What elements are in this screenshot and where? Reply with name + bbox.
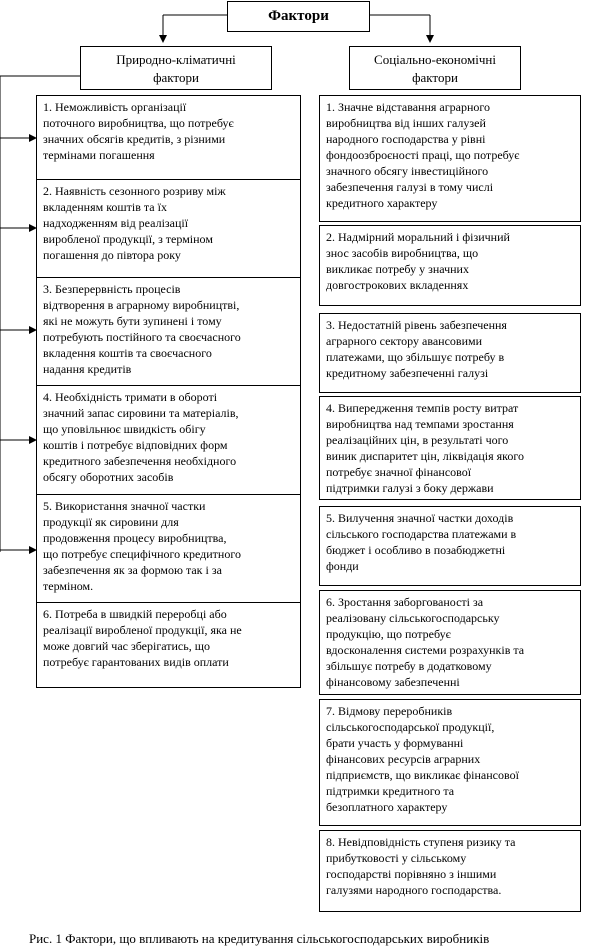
factor-line: платежами, що збільшує потребу в [326,350,505,364]
factor-line: забезпечення як за формою так і за [43,563,222,577]
factor-line: реалізовану сільськогосподарську [326,611,500,625]
factor-line: брати участь у формуванні [326,736,464,750]
factor-line: терміном. [43,579,94,593]
factor-line: 8. Невідповідність ступеня ризику та [326,835,516,849]
factor-line: 3. Недостатній рівень забезпечення [326,318,507,332]
natural-factor-4 [36,385,301,495]
socio-economic-factor-5 [319,506,581,586]
factor-line: викликає потребу у значних [326,262,469,276]
socio-economic-factor-3 [319,313,581,393]
factor-line: продукції як сировини для [43,515,179,529]
socio-economic-factor-7 [319,699,581,826]
factor-line: вкладенням коштів та їх [43,200,167,214]
factor-line: галузями народного господарства. [326,883,502,897]
factor-line: 1. Значне відставання аграрного [326,100,491,114]
factor-line: 6. Зростання заборгованості за [326,595,484,609]
factor-line: 2. Надмірний моральний і фізичний [326,230,510,244]
factor-line: які не можуть бути зупинені і тому [43,314,222,328]
factor-line: фондоозброєності праці, що потребує [326,148,520,162]
factor-line: підприємств, що викликає фінансової [326,768,519,782]
factor-line: продукцію, що потребує [326,627,451,641]
factor-line: фінансовому забезпеченні [326,675,460,689]
factor-line: виробленої продукції, з терміном [43,232,213,246]
socio-economic-header [349,46,521,90]
factor-line: довгострокових вкладеннях [326,278,469,292]
factor-line: кредитному забезпеченні галузі [326,366,489,380]
factor-line: господарстві порівняно з іншими [326,867,497,881]
header-line: Природно-кліматичні [116,52,236,67]
factor-line: 7. Відмову переробників [326,704,453,718]
factor-line: забезпечення галузі в тому числі [326,180,494,194]
factor-line: сільського господарства платежами в [326,527,517,541]
factor-line: фонди [326,559,359,573]
factor-line: реалізації виробленої продукції, яка не [43,623,242,637]
socio-economic-factor-6 [319,590,581,695]
factor-line: бюджет і особливо в позабюджетні [326,543,506,557]
factor-line: виробництва від інших галузей [326,116,486,130]
factor-line: відтворення в аграрному виробництві, [43,298,240,312]
factor-line: коштів і потребує відповідних форм [43,438,228,452]
factor-line: 4. Випередження темпів росту витрат [326,401,519,415]
factor-line: що уповільнює швидкість обігу [43,422,206,436]
factor-line: погашення до півтора року [43,248,181,262]
natural-factor-2 [36,179,301,278]
factor-line: поточного виробництва, що потребує [43,116,234,130]
factor-line: народного господарства у рівні [326,132,486,146]
factor-line: продовження процесу виробництва, [43,531,227,545]
factor-line: сільськогосподарської продукції, [326,720,495,734]
socio-economic-factor-4 [319,396,581,500]
factor-line: підтримки галузі з боку держави [326,481,494,495]
header-line: фактори [412,70,458,85]
factor-line: 5. Використання значної частки [43,499,206,513]
factor-line: кредитного характеру [326,196,438,210]
factors-title: Фактори [268,8,329,24]
factor-line: 2. Наявність сезонного розриву між [43,184,226,198]
factor-line: вкладення коштів та своєчасного [43,346,212,360]
factor-line: потребує значної фінансової [326,465,472,479]
socio-economic-factor-2 [319,225,581,306]
factor-line: надходженням від реалізації [43,216,189,230]
factor-line: обсягу оборотних засобів [43,470,174,484]
header-line: фактори [153,70,199,85]
factor-line: значний запас сировини та матеріалів, [43,406,239,420]
natural-factor-6 [36,602,301,688]
factor-line: надання кредитів [43,362,132,376]
factor-line: 5. Вилучення значної частки доходів [326,511,514,525]
natural-factor-5 [36,494,301,603]
factor-line: може довгий час зберігатись, що [43,639,210,653]
socio-economic-factor-8 [319,830,581,912]
factor-line: вдосконалення системи розрахунків та [326,643,525,657]
natural-factor-3 [36,277,301,386]
factor-line: підтримки кредитного та [326,784,455,798]
factor-line: виник диспаритет цін, ліквідація якого [326,449,524,463]
factor-line: прибутковості у сільському [326,851,467,865]
factor-line: виробництва над темпами зростання [326,417,514,431]
socio-economic-factor-1 [319,95,581,222]
factor-line: безоплатного характеру [326,800,448,814]
factor-line: 4. Необхідність тримати в обороті [43,390,218,404]
factor-line: що потребує специфічного кредитного [43,547,241,561]
factor-line: термінами погашення [43,148,155,162]
natural-climatic-header [80,46,272,90]
factor-line: реалізаційних цін, в результаті чого [326,433,509,447]
figure-caption: Рис. 1 Фактори, що впливають на кредитування сільськогосподарських виробників [29,931,490,946]
factor-line: фінансових ресурсів аграрних [326,752,481,766]
factors-title-box [227,1,370,32]
factor-line: кредитного забезпечення необхідного [43,454,237,468]
factor-line: аграрного сектору авансовими [326,334,483,348]
factor-line: потребують постійного та своєчасного [43,330,241,344]
factor-line: 6. Потреба в швидкій переробці або [43,607,227,621]
factor-line: потребує гарантованих видів оплати [43,655,229,669]
natural-factor-1 [36,95,301,180]
factor-line: значних обсягів кредитів, з різними [43,132,226,146]
factor-line: значного обсягу інвестиційного [326,164,489,178]
factor-line: 3. Безперервність процесів [43,282,181,296]
factor-line: знос засобів виробництва, що [326,246,479,260]
factor-line: збільшує потребу в додатковому [326,659,492,673]
factor-line: 1. Неможливість організації [43,100,187,114]
header-line: Соціально-економічні [374,52,496,67]
